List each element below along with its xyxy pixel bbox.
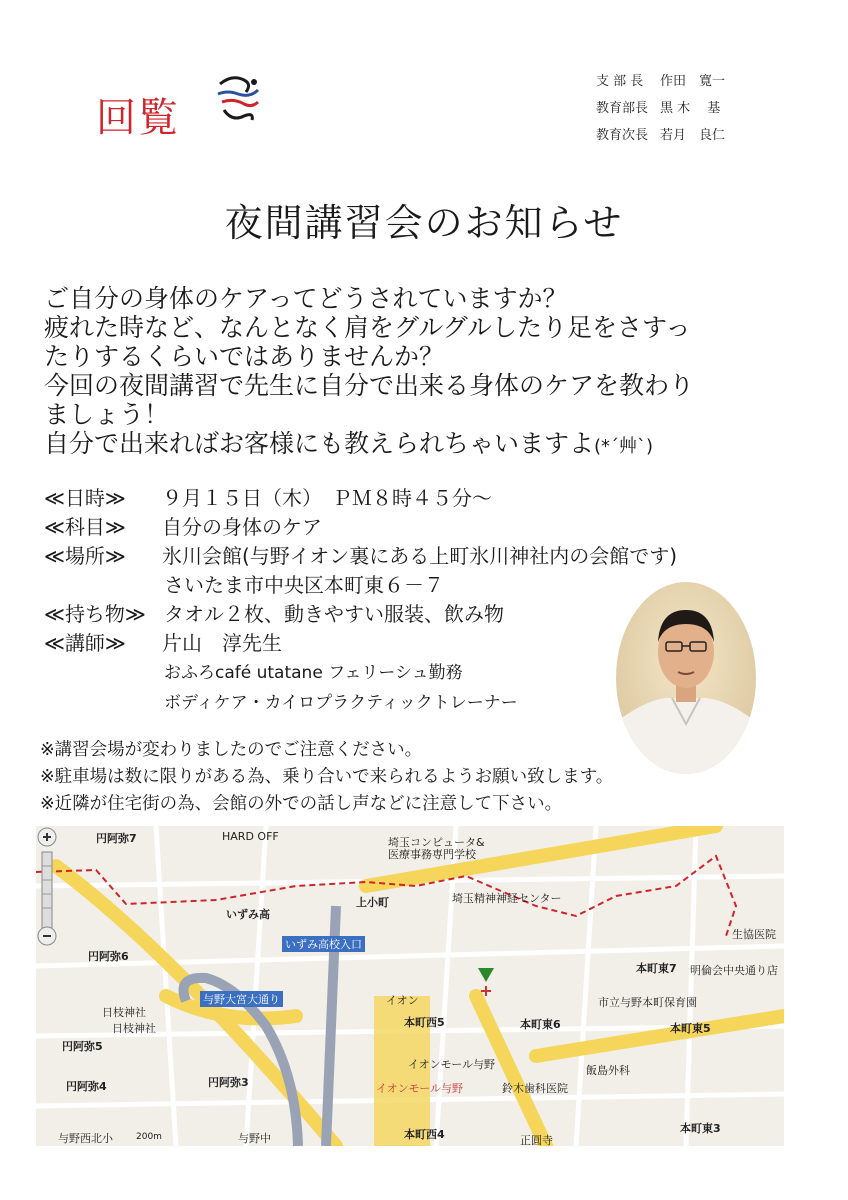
intro-line: ご自分の身体のケアってどうされていますか？: [44, 284, 568, 313]
map-label: 円阿弥5: [62, 1040, 103, 1053]
place-value: 氷川会館(与野イオン裏にある上町氷川神社内の会館です): [162, 544, 678, 568]
officers-list: [596, 68, 725, 149]
emoticon: (*´艸`): [594, 436, 654, 457]
intro-text: [44, 284, 804, 461]
subject-value: 自分の身体のケア: [162, 515, 322, 539]
detail-place: [44, 542, 677, 571]
map-label: 円阿弥6: [88, 950, 129, 963]
note-item: ※近隣が住宅街の為、会館の外での話し声などに注意して下さい。: [40, 794, 563, 814]
kurogi-stamp-icon: [214, 72, 264, 126]
officer-role: 支 部 長: [596, 74, 644, 89]
map-label: 日枝神社: [112, 1022, 156, 1035]
intro-last-line: 自分で出来ればお客様にも教えられちゃいますよ: [44, 429, 595, 458]
zoom-control[interactable]: [36, 826, 58, 946]
map-label: 生協医院: [732, 928, 776, 941]
map-label: 上小町: [356, 896, 389, 909]
map-label: いずみ高校入口: [282, 936, 365, 952]
map-label: HARD OFF: [222, 830, 279, 843]
map-label: 飯島外科: [586, 1064, 630, 1077]
note-item: ※駐車場は数に限りがある為、乗り合いで来られるようお願い致します。: [40, 767, 614, 787]
map-label: 与野中: [238, 1132, 271, 1145]
detail-subject: [44, 513, 677, 542]
map-label: 本町東6: [520, 1018, 561, 1031]
detail-lecturer: [44, 629, 677, 658]
map-label: 円阿弥4: [66, 1080, 107, 1093]
map-label: イオンモール与野: [376, 1082, 464, 1095]
lecturer-label: ≪講師≫: [44, 631, 126, 655]
intro-line: ましょう！: [44, 400, 170, 429]
lecturer-job: おふろcafé utatane フェリーシュ勤務: [164, 663, 463, 683]
lecturer-photo: [616, 582, 756, 774]
officer-row: [596, 95, 725, 122]
intro-line: 疲れた時など、なんとなく肩をグルグルしたり足をさすっ: [44, 313, 691, 342]
officer-role: 教育部長: [596, 101, 649, 116]
kairan-label: 回覧: [96, 95, 180, 141]
subject-label: ≪科目≫: [44, 515, 126, 539]
lecturer-value: 片山 淳先生: [162, 631, 282, 655]
page-title: 夜間講習会のお知らせ: [224, 201, 624, 245]
officer-name: 若月 良仁: [660, 128, 726, 143]
map-label: 本町西5: [404, 1016, 445, 1029]
map-label: 市立与野本町保育園: [598, 996, 697, 1009]
place-label: ≪場所≫: [44, 544, 126, 568]
officer-name: 作田 寛一: [660, 74, 726, 89]
map-label: いずみ高: [226, 908, 270, 921]
notes-list: [40, 737, 613, 818]
map-label: 与野西北小: [58, 1132, 113, 1145]
officer-row: [596, 68, 725, 95]
map-label: 与野大宮大通り: [200, 991, 283, 1007]
map-label: 円阿弥7: [96, 832, 137, 845]
map-label: 円阿弥3: [208, 1076, 249, 1089]
event-details: [44, 484, 677, 718]
lecturer-title: ボディケア・カイロプラクティックトレーナー: [164, 693, 518, 713]
map-label: イオンモール与野: [408, 1058, 496, 1071]
map-label: イオン: [386, 994, 419, 1007]
intro-line: たりするくらいではありませんか？: [44, 342, 445, 371]
items-label: ≪持ち物≫: [44, 602, 146, 626]
date-value: ９月１５日（木） ＰＭ８時４５分～: [162, 486, 492, 510]
officer-row: [596, 122, 725, 149]
intro-line: [44, 429, 804, 461]
map-label: 埼玉精神神経センター: [452, 892, 562, 905]
map-label: 本町東5: [670, 1022, 711, 1035]
items-value: タオル２枚、動きやすい服装、飲み物: [164, 602, 504, 626]
intro-line: 今回の夜間講習で先生に自分で出来る身体のケアを教わり: [44, 371, 695, 400]
map-label: 本町東7: [636, 962, 677, 975]
map-label: 日枝神社: [102, 1006, 146, 1019]
location-map[interactable]: [36, 826, 784, 1146]
detail-date: [44, 484, 677, 513]
map-label: 正圓寺: [520, 1134, 553, 1146]
map-label: 鈴木歯科医院: [502, 1082, 568, 1095]
officer-name: 黒 木 基: [660, 101, 721, 116]
detail-items: [44, 600, 677, 629]
date-label: ≪日時≫: [44, 486, 126, 510]
map-scale: 200m: [136, 1132, 162, 1142]
officer-role: 教育次長: [596, 128, 649, 143]
map-label: 明倫会中央通り店: [690, 964, 778, 977]
place-address: さいたま市中央区本町東６－７: [164, 573, 444, 597]
map-label: 埼玉コンピュータ&: [388, 836, 485, 849]
note-item: ※講習会場が変わりましたのでご注意ください。: [40, 740, 423, 760]
map-label: 本町西4: [404, 1128, 445, 1141]
map-label: 本町東3: [680, 1122, 721, 1135]
map-label: 医療事務専門学校: [388, 848, 476, 861]
